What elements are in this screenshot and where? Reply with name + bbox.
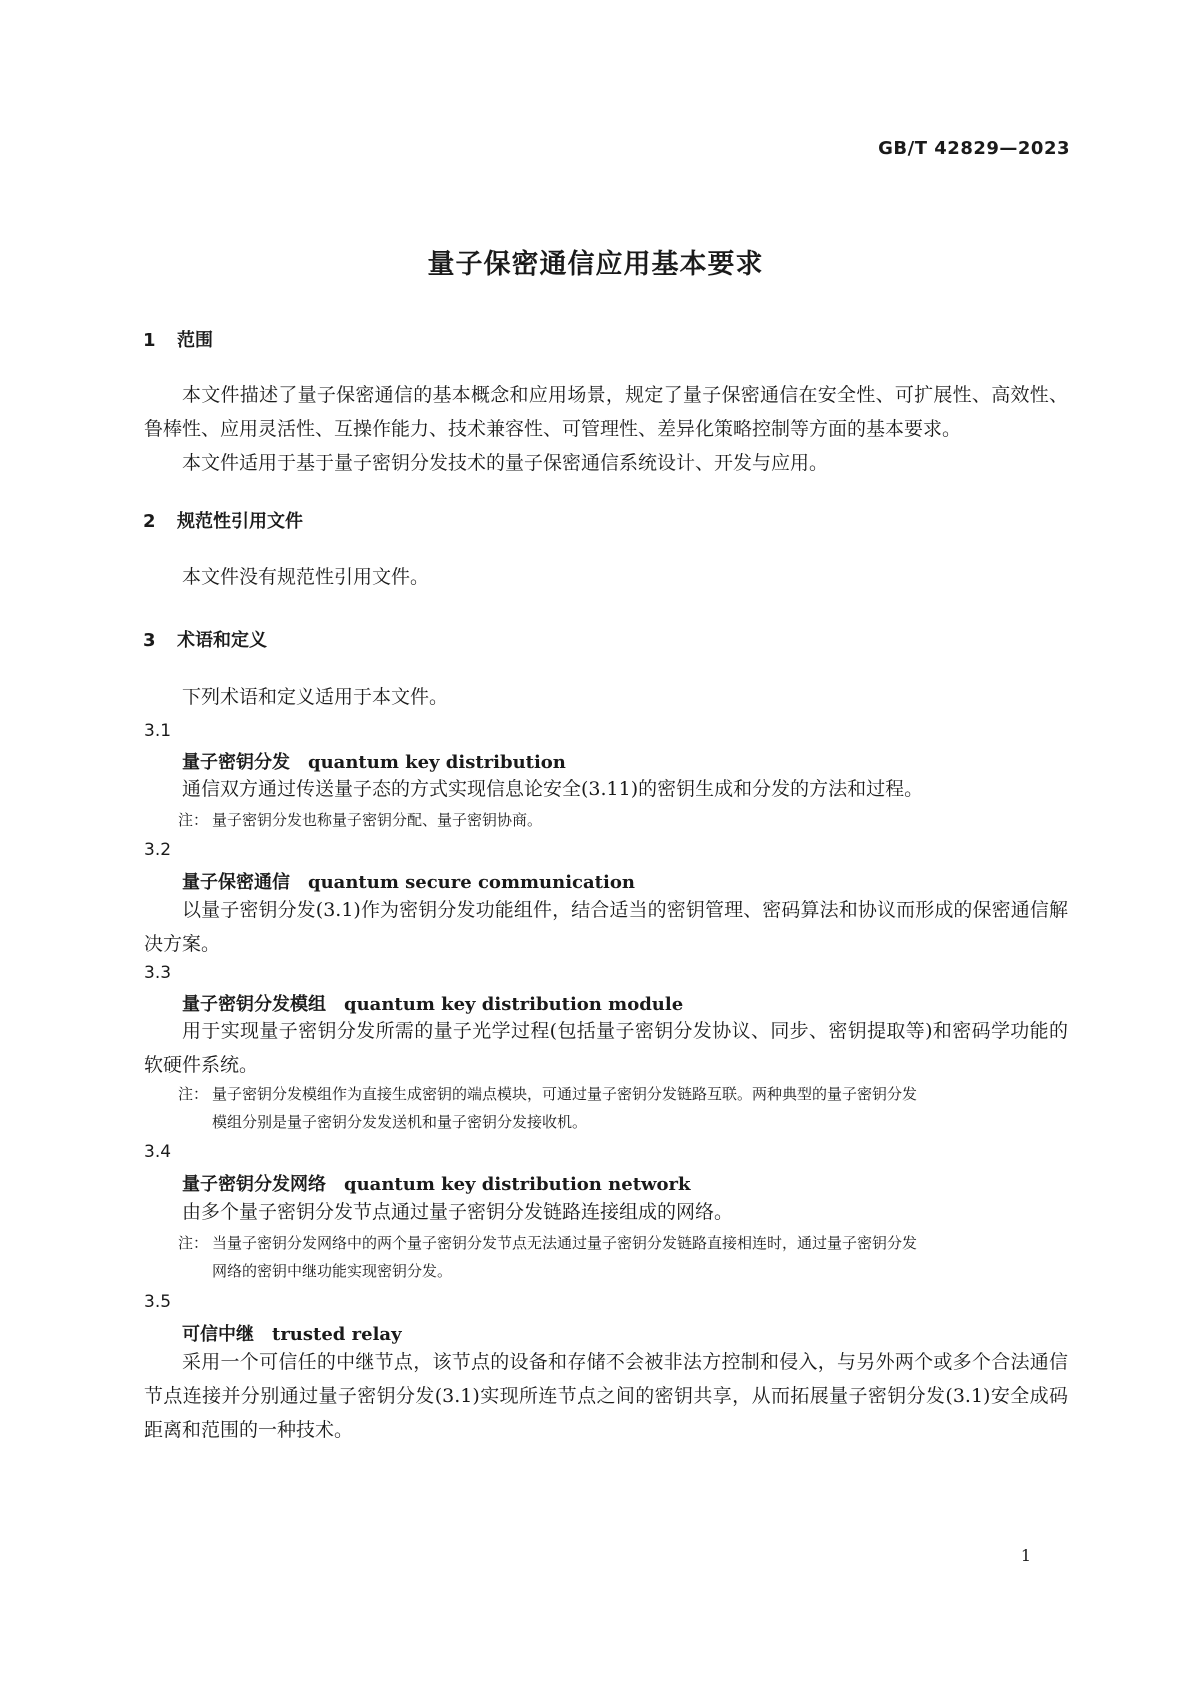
term-heading	[182, 1170, 690, 1196]
term-zh: 可信中继	[182, 1324, 254, 1345]
term-en: quantum key distribution	[308, 752, 566, 773]
term-heading	[182, 868, 635, 894]
term-definition: 采用一个可信任的中继节点，该节点的设备和存储不会被非法方控制和侵入，与另外两个或多个合法通信节点连接并分别通过量子密钥分发(3.1)实现所连节点之间的密钥共享，从而拓展量子密钥分发(3.1)安全成码距离和范围的一种技术。	[144, 1351, 1068, 1441]
section-number: 2	[143, 511, 156, 532]
note-text-continued: 网络的密钥中继功能实现密钥分发。	[212, 1262, 453, 1280]
term-number: 3.2	[144, 840, 172, 860]
term-number: 3.1	[144, 721, 172, 741]
term-heading	[182, 748, 566, 774]
term-zh: 量子密钥分发网络	[182, 1174, 326, 1195]
term-heading	[182, 1320, 402, 1346]
section-3-intro: 下列术语和定义适用于本文件。	[182, 686, 449, 708]
term-note	[178, 1229, 1068, 1285]
term-heading	[182, 990, 683, 1016]
standard-number: GB/T 42829—2023	[878, 138, 1070, 159]
term-en: quantum key distribution network	[344, 1174, 691, 1195]
section-1-heading	[143, 326, 213, 352]
term-definition: 用于实现量子密钥分发所需的量子光学过程(包括量子密钥分发协议、同步、密钥提取等)和密码学功能的软硬件系统。	[144, 1020, 1068, 1076]
section-1-paragraph-1: 本文件描述了量子保密通信的基本概念和应用场景，规定了量子保密通信在安全性、可扩展性、高效性、鲁棒性、应用灵活性、互操作能力、技术兼容性、可管理性、差异化策略控制等方面的基本要求。	[144, 384, 1068, 440]
document-title: 量子保密通信应用基本要求	[427, 249, 764, 280]
note-text: 当量子密钥分发网络中的两个量子密钥分发节点无法通过量子密钥分发链路直接相连时，通过量子密钥分发	[212, 1234, 918, 1252]
note-text: 量子密钥分发也称量子密钥分配、量子密钥协商。	[212, 811, 543, 829]
term-definition: 以量子密钥分发(3.1)作为密钥分发功能组件，结合适当的密钥管理、密码算法和协议而形成的保密通信解决方案。	[144, 899, 1068, 955]
term-definition: 由多个量子密钥分发节点通过量子密钥分发链路连接组成的网络。	[182, 1201, 734, 1223]
term-number: 3.5	[144, 1292, 172, 1312]
page-number: 1	[1020, 1546, 1031, 1565]
section-1-paragraph-2: 本文件适用于基于量子密钥分发技术的量子保密通信系统设计、开发与应用。	[182, 452, 829, 474]
note-label: 注：	[178, 811, 209, 829]
term-zh: 量子保密通信	[182, 872, 290, 893]
section-title: 规范性引用文件	[177, 511, 303, 532]
section-title: 术语和定义	[177, 630, 267, 651]
term-en: quantum key distribution module	[344, 994, 684, 1015]
section-2-paragraph-1: 本文件没有规范性引用文件。	[182, 566, 430, 588]
section-number: 1	[143, 330, 156, 351]
term-definition: 通信双方通过传送量子态的方式实现信息论安全(3.11)的密钥生成和分发的方法和过程。	[182, 778, 924, 800]
note-text: 量子密钥分发模组作为直接生成密钥的端点模块，可通过量子密钥分发链路互联。两种典型的量子密钥分发	[212, 1085, 918, 1103]
note-text-continued: 模组分别是量子密钥分发发送机和量子密钥分发接收机。	[212, 1113, 588, 1131]
term-note	[178, 1080, 1068, 1136]
term-en: quantum secure communication	[308, 872, 635, 893]
term-zh: 量子密钥分发	[182, 752, 290, 773]
note-label: 注：	[178, 1234, 209, 1252]
section-number: 3	[143, 630, 156, 651]
term-zh: 量子密钥分发模组	[182, 994, 326, 1015]
note-label: 注：	[178, 1085, 209, 1103]
term-en: trusted relay	[272, 1324, 402, 1345]
section-title: 范围	[177, 330, 213, 351]
section-2-heading	[143, 507, 303, 533]
term-note	[178, 806, 1068, 834]
term-number: 3.4	[144, 1142, 172, 1162]
section-3-heading	[143, 626, 267, 652]
term-number: 3.3	[144, 963, 172, 983]
